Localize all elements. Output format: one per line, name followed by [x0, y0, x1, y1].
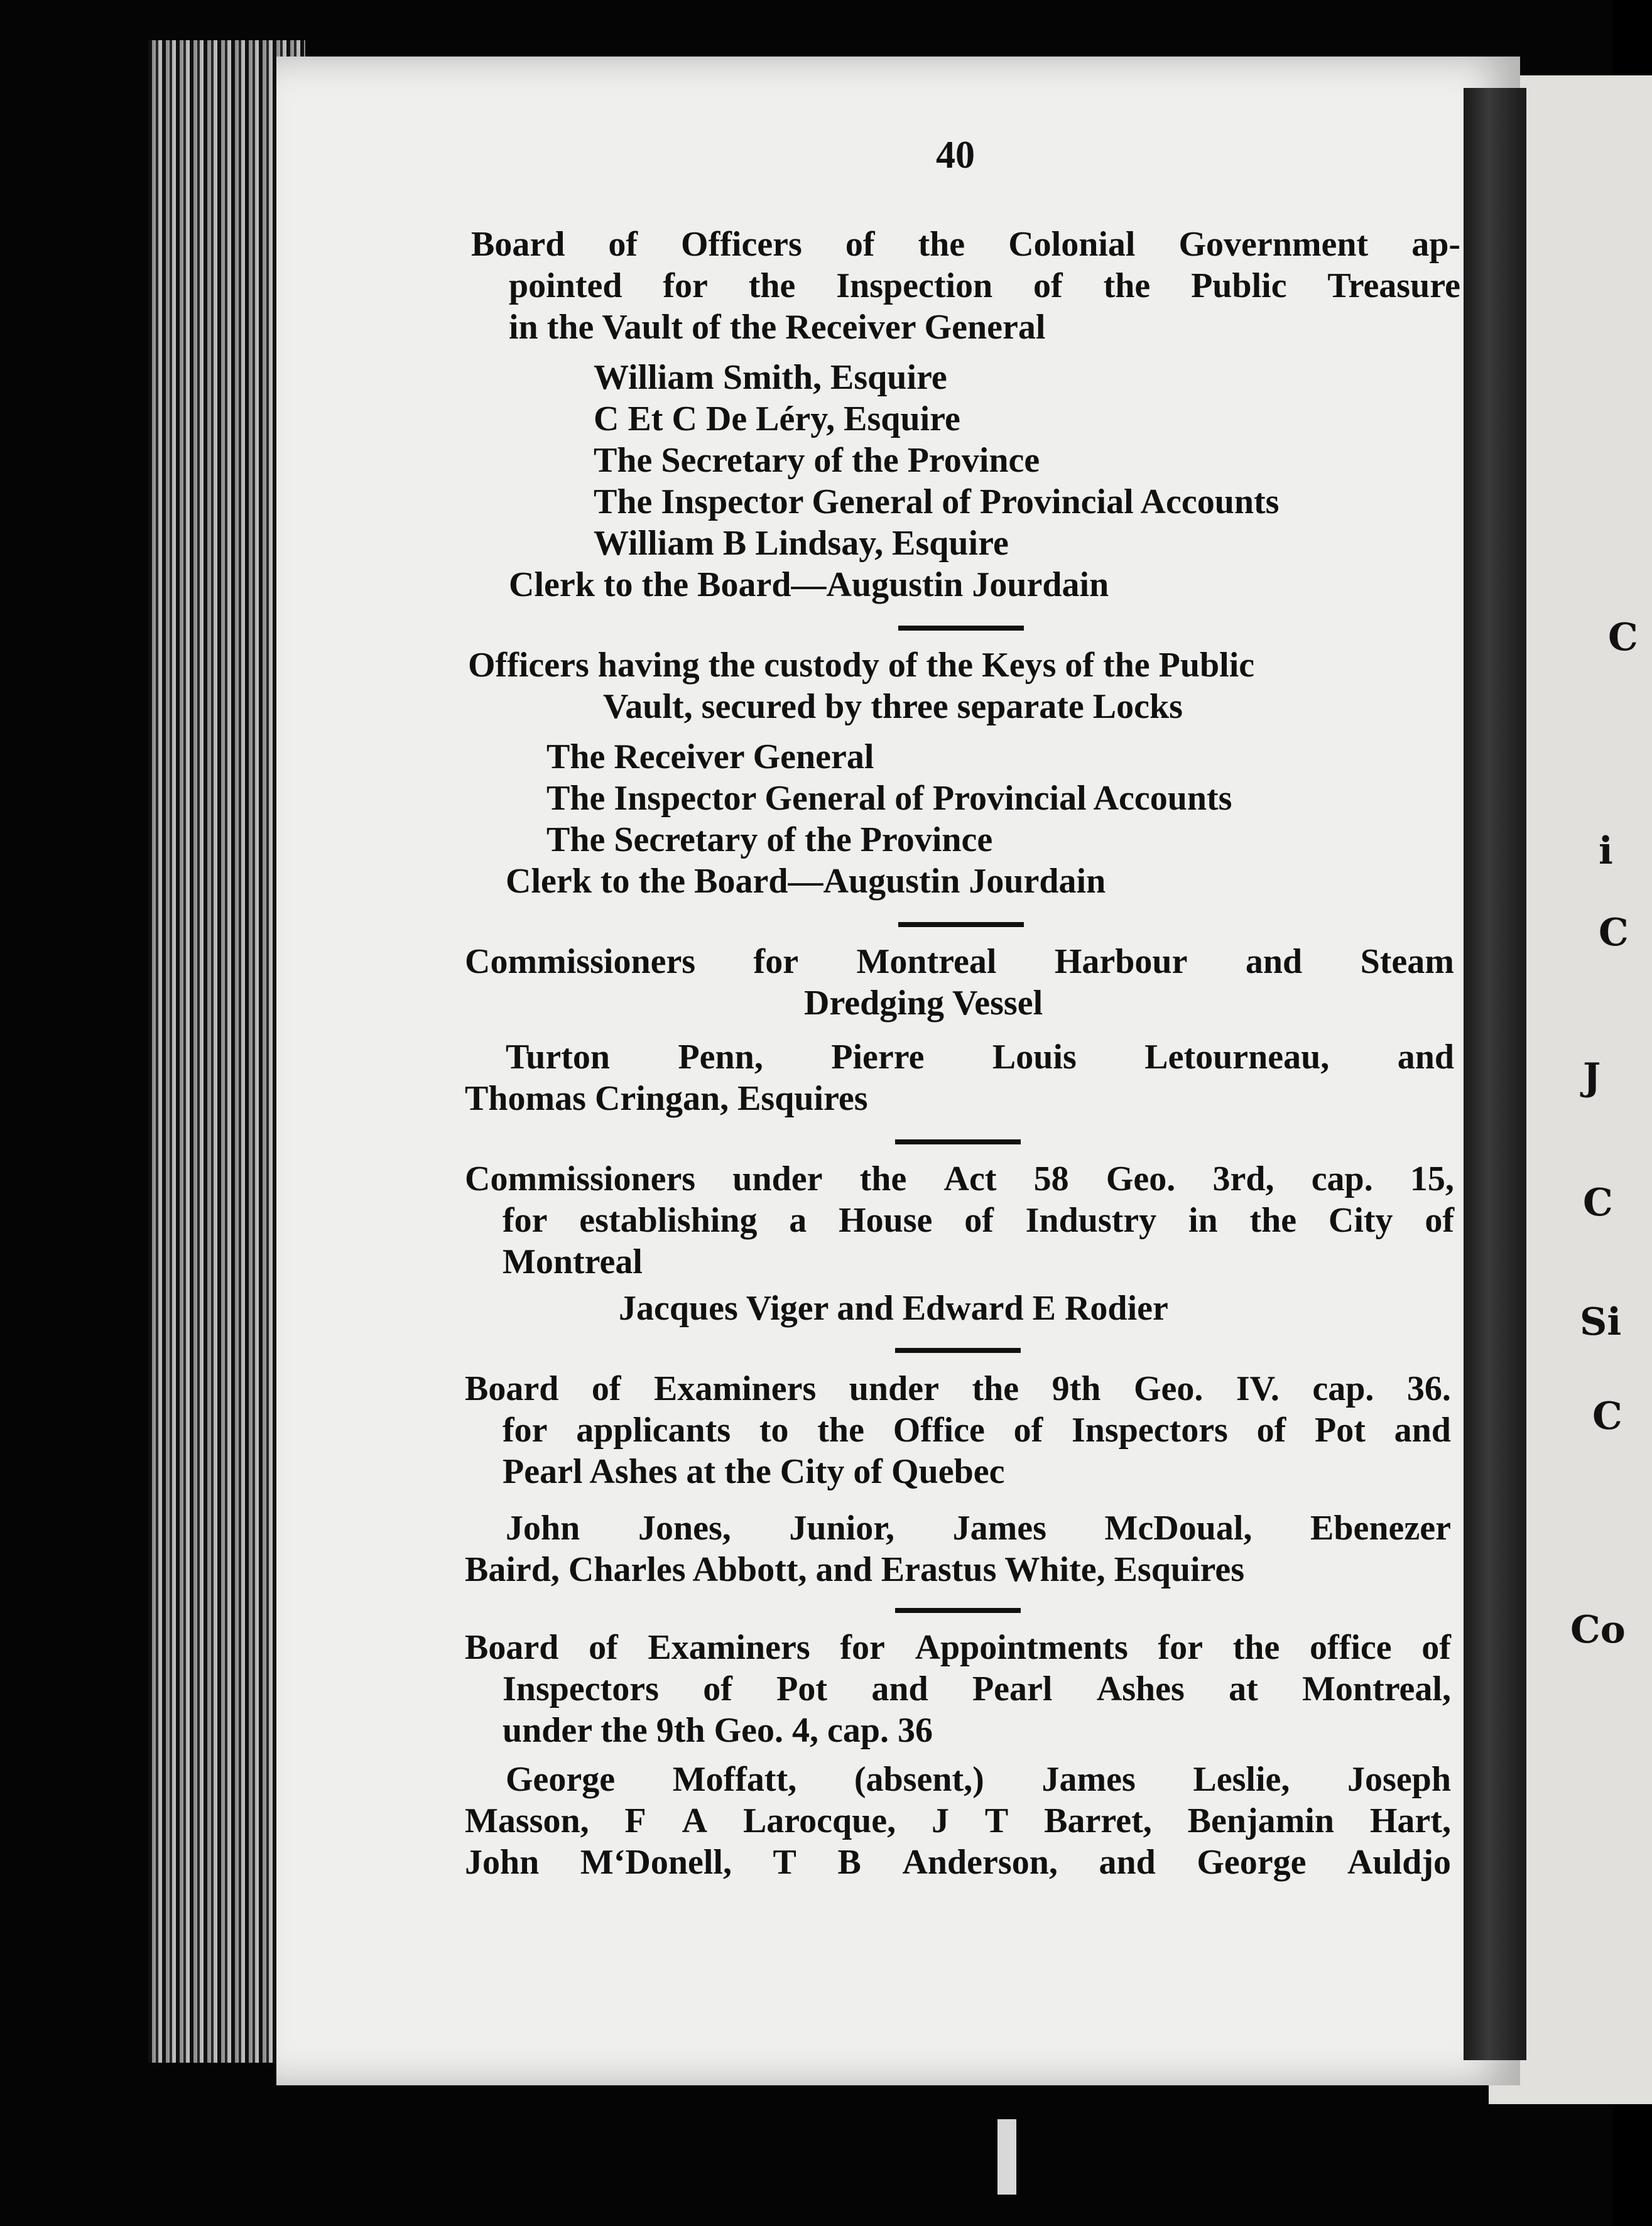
facing-page-letter: C	[1592, 1394, 1622, 1438]
word: establishing	[579, 1201, 758, 1240]
word: Inspectors	[1071, 1411, 1228, 1450]
word: Colonial	[1008, 225, 1136, 264]
word: of	[703, 1670, 732, 1708]
word: James	[952, 1509, 1046, 1548]
word: Barret,	[1044, 1801, 1152, 1840]
section-heading-line: Vault, secured by three separate Locks	[603, 687, 1183, 726]
word: 9th	[1052, 1369, 1101, 1408]
bottom-mark	[997, 2119, 1016, 2195]
word: Turton	[506, 1038, 611, 1077]
word: ap-	[1411, 225, 1460, 264]
member-line: C Et C De Léry, Esquire	[594, 399, 960, 438]
word: T	[984, 1801, 1009, 1840]
word: the	[1103, 266, 1151, 305]
member-line: Jacques Viger and Edward E Rodier	[619, 1289, 1168, 1328]
word: Geo.	[1106, 1159, 1176, 1198]
word: M‘Donell,	[580, 1843, 732, 1882]
word: and	[1099, 1843, 1156, 1882]
clerk-line: Clerk to the Board—Augustin Jourdain	[509, 565, 1109, 604]
gutter-shadow	[1464, 88, 1526, 2060]
word: T	[773, 1843, 796, 1882]
word: Moffatt,	[672, 1760, 797, 1799]
facing-page-letter: Co	[1570, 1608, 1626, 1652]
word: Ebenezer	[1310, 1509, 1451, 1548]
word: and	[1394, 1411, 1451, 1450]
word: for	[753, 942, 799, 981]
word: 15,	[1410, 1159, 1454, 1198]
word: of	[591, 1369, 621, 1408]
word: Pearl	[972, 1670, 1053, 1708]
section-divider	[898, 626, 1024, 631]
section-heading-line	[503, 1409, 1451, 1451]
word: of	[1421, 1628, 1451, 1667]
word: Board	[471, 225, 565, 264]
word: Montreal	[856, 942, 997, 981]
word: of	[1425, 1201, 1454, 1240]
word: John	[506, 1509, 580, 1548]
clerk-line: Clerk to the Board—Augustin Jourdain	[506, 862, 1106, 901]
word: Inspectors	[503, 1670, 659, 1708]
section-divider	[898, 922, 1024, 927]
word: Hart,	[1369, 1801, 1451, 1840]
word: for	[840, 1628, 885, 1667]
word: of	[608, 225, 638, 264]
section-divider	[895, 1608, 1021, 1613]
facing-page-letter: C	[1608, 616, 1638, 660]
word: Industry	[1025, 1201, 1157, 1240]
section-heading-line	[465, 1158, 1454, 1200]
word: Examiners	[654, 1369, 817, 1408]
word: A	[682, 1801, 708, 1840]
word: for	[1158, 1628, 1203, 1667]
word: Commissioners	[465, 942, 696, 981]
word: Benjamin	[1187, 1801, 1334, 1840]
section-heading-line	[465, 1368, 1451, 1409]
word: the	[918, 225, 965, 264]
word: to	[759, 1411, 789, 1450]
word: for	[503, 1201, 548, 1240]
word: 58	[1033, 1159, 1069, 1198]
section-heading-line	[465, 941, 1454, 982]
word: under	[732, 1159, 823, 1198]
word: Letourneau,	[1144, 1038, 1330, 1077]
member-line: The Inspector General of Provincial Accounts	[546, 779, 1232, 818]
member-line	[506, 1759, 1451, 1800]
member-line	[465, 1842, 1451, 1883]
member-line: The Secretary of the Province	[546, 820, 993, 859]
section-heading-line	[503, 1200, 1454, 1241]
word: Examiners	[648, 1628, 810, 1667]
word: of	[845, 225, 875, 264]
word: Geo.	[1133, 1369, 1204, 1408]
member-line	[506, 1507, 1451, 1549]
word: Harbour	[1054, 942, 1188, 981]
section-divider	[895, 1348, 1021, 1353]
facing-page-letter: J	[1583, 1055, 1601, 1099]
word: J	[932, 1801, 950, 1840]
word: a	[789, 1201, 807, 1240]
member-line	[465, 1800, 1451, 1842]
word: (absent,)	[854, 1760, 984, 1799]
word: Officers	[681, 225, 802, 264]
word: F	[624, 1801, 646, 1840]
facing-page-letter: i	[1599, 829, 1613, 873]
facing-page-letter: C	[1583, 1181, 1613, 1225]
word: James	[1041, 1760, 1136, 1799]
word: the	[972, 1369, 1019, 1408]
section-heading-line	[509, 265, 1460, 307]
facing-page-letter: Si	[1580, 1300, 1622, 1344]
word: Louis	[992, 1038, 1077, 1077]
page-number: 40	[936, 134, 975, 176]
word: the	[817, 1411, 864, 1450]
word: Board	[465, 1628, 559, 1667]
section-divider	[895, 1139, 1021, 1144]
word: Government	[1178, 225, 1369, 264]
member-line: The Secretary of the Province	[594, 441, 1040, 480]
word: Joseph	[1347, 1760, 1451, 1799]
member-line: The Receiver General	[546, 737, 874, 776]
word: Office	[893, 1411, 985, 1450]
word: and	[1245, 942, 1303, 981]
word: House	[839, 1201, 933, 1240]
word: Commissioners	[465, 1159, 696, 1198]
section-heading-line: Montreal	[503, 1242, 643, 1281]
word: Auldjo	[1347, 1843, 1451, 1882]
word: B	[837, 1843, 861, 1882]
word: City	[1328, 1201, 1393, 1240]
word: under	[849, 1369, 939, 1408]
word: Appointments	[915, 1628, 1128, 1667]
section-heading-line	[471, 224, 1460, 265]
word: cap.	[1312, 1369, 1374, 1408]
word: George	[506, 1760, 616, 1799]
word: applicants	[576, 1411, 731, 1450]
word: of	[1013, 1411, 1043, 1450]
word: pointed	[509, 266, 622, 305]
word: the	[748, 266, 796, 305]
word: Treasure	[1327, 266, 1460, 305]
member-line: Thomas Cringan, Esquires	[465, 1079, 868, 1118]
word: Anderson,	[902, 1843, 1058, 1882]
word: McDoual,	[1104, 1509, 1253, 1548]
word: the	[1249, 1201, 1297, 1240]
word: Ashes	[1096, 1670, 1185, 1708]
word: the	[1232, 1628, 1280, 1667]
word: Penn,	[678, 1038, 763, 1077]
word: in	[1188, 1201, 1218, 1240]
word: 36.	[1406, 1369, 1451, 1408]
word: Pot	[776, 1670, 828, 1708]
member-line: Baird, Charles Abbott, and Erastus White, Esquires	[465, 1550, 1245, 1589]
section-heading-line: in the Vault of the Receiver General	[509, 308, 1046, 347]
word: 3rd,	[1212, 1159, 1274, 1198]
section-heading-line: Dredging Vessel	[804, 984, 1043, 1023]
word: Leslie,	[1193, 1760, 1290, 1799]
word: Pierre	[831, 1038, 925, 1077]
section-heading-line: Pearl Ashes at the City of Quebec	[503, 1452, 1005, 1491]
word: John	[465, 1843, 540, 1882]
word: George	[1197, 1843, 1307, 1882]
facing-page-letter: C	[1599, 911, 1629, 955]
member-line: William Smith, Esquire	[594, 358, 947, 397]
word: for	[503, 1411, 548, 1450]
section-heading-line: Officers having the custody of the Keys of the Public	[468, 646, 1255, 685]
word: of	[1033, 266, 1063, 305]
word: Inspection	[836, 266, 993, 305]
word: IV.	[1236, 1369, 1280, 1408]
word: Montreal,	[1302, 1670, 1451, 1708]
word: Act	[943, 1159, 997, 1198]
word: cap.	[1311, 1159, 1373, 1198]
word: at	[1229, 1670, 1258, 1708]
word: Steam	[1360, 942, 1454, 981]
word: Board	[465, 1369, 559, 1408]
member-line: William B Lindsay, Esquire	[594, 524, 1009, 563]
word: and	[871, 1670, 928, 1708]
word: office	[1310, 1628, 1392, 1667]
section-heading-line: under the 9th Geo. 4, cap. 36	[503, 1711, 933, 1750]
member-line: The Inspector General of Provincial Accounts	[594, 482, 1280, 521]
word: the	[859, 1159, 907, 1198]
section-heading-line	[465, 1627, 1451, 1668]
word: for	[663, 266, 708, 305]
word: Public	[1191, 266, 1287, 305]
word: Pot	[1315, 1411, 1366, 1450]
word: Jones,	[638, 1509, 731, 1548]
word: of	[589, 1628, 618, 1667]
section-heading-line	[503, 1668, 1451, 1710]
word: Masson,	[465, 1801, 589, 1840]
word: Junior,	[789, 1509, 894, 1548]
word: of	[964, 1201, 994, 1240]
member-line	[506, 1036, 1454, 1078]
word: Larocque,	[742, 1801, 896, 1840]
word: of	[1256, 1411, 1286, 1450]
word: and	[1397, 1038, 1454, 1077]
